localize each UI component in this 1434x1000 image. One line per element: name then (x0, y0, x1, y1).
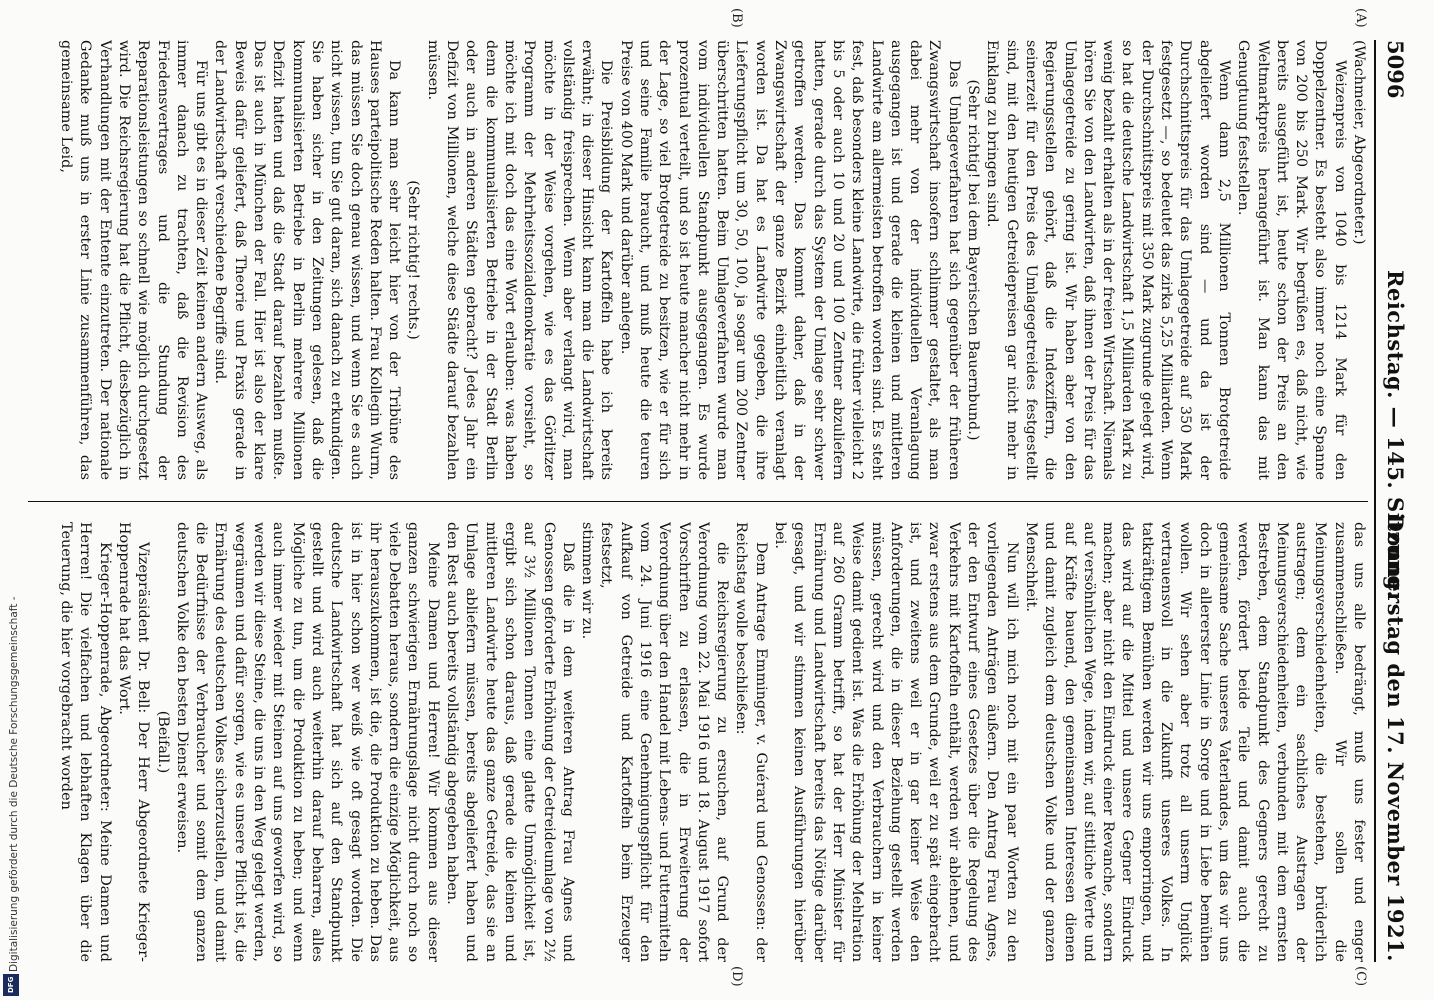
column-divider (28, 501, 1368, 502)
interjection: (Sehr richtig! rechts.) (405, 180, 422, 340)
paragraph: stimmen wir zu. (579, 522, 596, 640)
page-header (1376, 40, 1412, 962)
paragraph: Das Umlageverfahren hat sich gegenüber der früheren Zwangswirtschaft insofern schlimmer gestaltet, als man dabei mehr von der individuellen Veranlagung ausgegangen ist und gerade die kleinen und mittleren Landwirte am allermeisten betroffen worden sind. Es steht fest, daß besonders kleine Landwirte, die früher vielleicht 2 bis 5 oder auch 10 und 20 und 100 Zentner abzuliefern hatten, gerade durch das System der Umlage sehr schwer getroffen werden. Das kommt daher, daß in der Zwangswirtschaft der ganze Bezirk einheitlich veranlagt worden ist. Da hat es Landwirte gegeben, die ihre Lieferungspflicht um 30, 50, 100, ja sogar um 200 Zentner überschritten hatten. Beim Umlageverfahren wurde man vom individuellen Standpunkt ausgegangen. Es wurde prozentual verteilt, und so ist heute mancher nicht mehr in der Lage, so viel Brotgetreide zu besitzen, wie er für sich und seine Familie braucht, und muß heute die teuren Preise von 400 Mark und darüber anlegen. (617, 40, 962, 480)
paragraph: Da kann man sehr leicht hier von der Tribüne des Hauses parteipolitische Reden halten. Frau Kollegin Wurm, das müssen Sie doch genau wissen, und wenn Sie es auch nicht wissen, tun Sie gut daran, sich danach zu erkundigen. Sie haben sicher in den Zeitungen gelesen, daß die kommunalisierten Betriebe in Berlin mehrere Millionen Defizit hatten und daß die Stadt darauf bezahlen mußte. Das ist auch in München der Fall. Hier ist also der klare Beweis dafür geliefert, daß Theorie und Praxis gerade in der Landwirtschaft verschiedene Begriffe sind. (212, 40, 403, 480)
paragraph: Daß die in dem weiteren Antrag Frau Agnes und Genossen geforderte Erhöhung der Getreideumlage von 2½ auf 3½ Millionen Tonnen eine glatte Unmöglichkeit ist, ergibt sich schon daraus, daß gerade die kleinen und mittleren Landwirte heute das ganze Getreide, das sie an Umlage abliefern müssen, bereits abgeliefert haben und den Rest auch bereits vollständig abgegeben haben. (444, 522, 576, 962)
paragraph: Nun will ich mich noch mit ein paar Worten zu den vorliegenden Anträgen äußern. Den Antrag Frau Agnes, der den Entwurf eines Gesetzes über die Regelung des Verkehrs mit Kartoffeln enthält, werden wir ablehnen, und zwar erstens aus dem Grunde, weil er zu spät eingebracht ist, und zweitens weil er in gar keiner Weise den Anforderungen, die in dieser Beziehung gestellt werden müssen, gerecht wird und den Verbrauchern in keiner Weise damit gedient ist. Was die Erhöhung der Mehlration auf 260 Gramm betrifft, so hat der Herr Minister für Ernährung und Landwirtschaft bereits das Nötige darüber gesagt, und wir stimmen keinen Ausführungen hierüber bei. (772, 522, 1020, 962)
paragraph: Die Preisbildung der Kartoffeln habe ich bereits erwähnt; in dieser Hinsicht kann man die Landwirtschaft vollständig freisprechen. Wenn aber verlangt wird, man möchte in der Weise vorgehen, wie es das Görlitzer Programm der Mehrheitssozialdemokratie vorsieht, so möchte ich mit doch das eine Wort erlauben: was haben denn die kommunalisierten Betriebe in der Stadt Berlin oder auch in anderen Städten gebracht? Jedes Jahr ein Defizit von Millionen, welche diese Städte darauf bezahlen müssen. (424, 40, 615, 480)
paragraph: Meine Damen und Herren! Wir kommen aus dieser ganzen schwierigen Ernährungslage nicht durch noch so viele Debatten heraus, sondern die einzige Möglichkeit, aus ihr herauszukommen, ist die, die Produktion zu heben. Das ist in hier schon wer weiß wie oft gesagt worden. Die deutsche Landwirtschaft hat sich auf den Standpunkt gestellt und wird auch weiterhin darauf beharren, alles Mögliche zu tun, um die Produktion zu heben; und wenn auch immer wieder mit Steinen auf uns geworfen wird, so werden wir diese Steine, die uns in den Weg gelegt werden, wegräumen und dafür sorgen, wie es unsere Pflicht ist, die Ernährung des deutschen Volkes sicherzustellen, und damit die Bedürfnisse der Verbraucher und somit dem ganzen deutschen Volke den besten Dienst erweisen. (173, 522, 441, 962)
interjection: (Beifall.) (154, 710, 171, 774)
paragraph: das uns alle bedrängt, muß uns fester und enger zusammenschließen. Wir sollen die Meinungsverschiedenheiten, die bestehen, brüderlich austragen; dem ein sachliches Austragen der Meinungsverschiedenheiten, verbunden mit dem ernsten Bestreben, dem Standpunkt des Gegners gerecht zu werden, fördert beide Teile und damit auch die gemeinsame Sache unseres Vaterlandes, um das wir uns doch in allererster Linie in Sorge und in Liebe bemühen wollen. Wir sehen aber trotz all unserm Unglück vertrauensvoll in die Zukunft unseres Volkes. In tatkräftigem Bemühen werden wir uns emporringen, und das wird auf die Mittel und unsere Gegner Eindruck machen; aber nicht den Eindruck einer Revanche, sondern auf versöhnlichen Wege, indem wir, auf sittliche Werte und auf Kräfte bauend, den gemeinsamen Interessen dienen und damit zugleich dem deutschen Volke und der ganzen Menschheit. (1022, 522, 1367, 962)
page-number: 5096 (1383, 40, 1408, 99)
interjection: (Sehr richtig! bei dem Bayerischen Bauernbund.) (965, 79, 982, 441)
digitization-footer (2, 0, 20, 1000)
digitization-credit: Digitalisierung gefördert durch die Deutsche Forschungsgemeinschaft - (8, 596, 20, 972)
paragraph: Weizenpreis von 1040 bis 1214 Mark für den Doppelzentner. Es besteht also immer noch eine Spanne von 200 bis 250 Mark. Wir begrüßen es, daß nicht, wie bereits ausgeführt ist, heute schon der Preis an den Weltmarktpreis herangeführt ist. Man kann das mit Genugtuung feststellen. (1235, 40, 1348, 480)
margin-mark-a: (A) (1353, 8, 1368, 28)
paragraph: die Reichsregierung zu ersuchen, auf Grund der Verordnung vom 22. Mai 1916 und 18. August 1917 sofort Vorschriften zu erlassen, die in Erweiterung der Verordnung über den Handel mit Lebens- und Futtermitteln vom 24. Juni 1916 eine Genehmigungspflicht für den Aufkauf von Getreide und Kartoffeln beim Erzeuger festsetzt, (598, 522, 731, 962)
margin-mark-d: (D) (729, 966, 744, 987)
text-column-right (36, 522, 1368, 962)
margin-mark-c: (C) (1353, 966, 1368, 987)
paragraph: Krieger-Hoppenrade, Abgeordneter: Meine Damen und Herren! Die vielfachen und lebhaften Klagen über die Teuerung, die hier vorgebracht worden (58, 522, 113, 962)
paragraph: Wenn dann 2,5 Millionen Tonnen Brotgetreide abgeliefert worden sind — und da ist der Durchschnittspreis für das Umlagegetreide auf 350 Mark festgesetzt —, so bedeutet das zirka 5,25 Milliarden. Wenn der Durchschnittspreis mit 350 Mark zugrunde gelegt wird, so hat die deutsche Landwirtschaft 1,5 Milliarden Mark zu wenig bezahlt erhalten als in der freien Wirtschaft. Niemals hören Sie von den Landwirten, daß ihnen der Preis für das Umlagegetreide zu gering ist. Wir haben aber von den Regierungsstellen gehört, daß die Indexziffern, die seinerzeit für den Preis des Umlagegetreides festgestellt sind, mit den heutigen Getreidepreisen gar nicht mehr in Einklang zu bringen sind. (984, 40, 1232, 480)
header-rule (1374, 40, 1376, 962)
speaker-line: (Wachmeier, Abgeordneter.) (1351, 40, 1367, 245)
paragraph: Dem Antrage Emminger, v. Guérard und Genossen: der Reichstag wolle beschließen: (733, 522, 769, 962)
session-date: Donnerstag den 17. November 1921. (1383, 513, 1408, 962)
paragraph: Vizepräsident Dr. Bell: Der Herr Abgeordnete Krieger-Hoppenrade hat das Wort. (116, 522, 152, 962)
margin-mark-b: (B) (729, 8, 744, 28)
dfg-logo: DFG (3, 974, 19, 996)
session-title: Reichstag. — 145. Sitzung. (1383, 270, 1408, 599)
text-column-left (36, 40, 1368, 480)
paragraph: Für uns gibt es in dieser Zeit keinen andern Ausweg, als immer danach zu trachten, daß die Revision des Friedensvertrages und die Stundung der Reparationsleistungen so schnell wie möglich durchgesetzt wird. Die Reichsregierung hat die Pflicht, diesbezüglich in Verhandlungen mit der Entente einzutreten. Der nationale Gedanke muß uns in erster Linie zusammenführen, das gemeinsame Leid, (58, 40, 210, 480)
